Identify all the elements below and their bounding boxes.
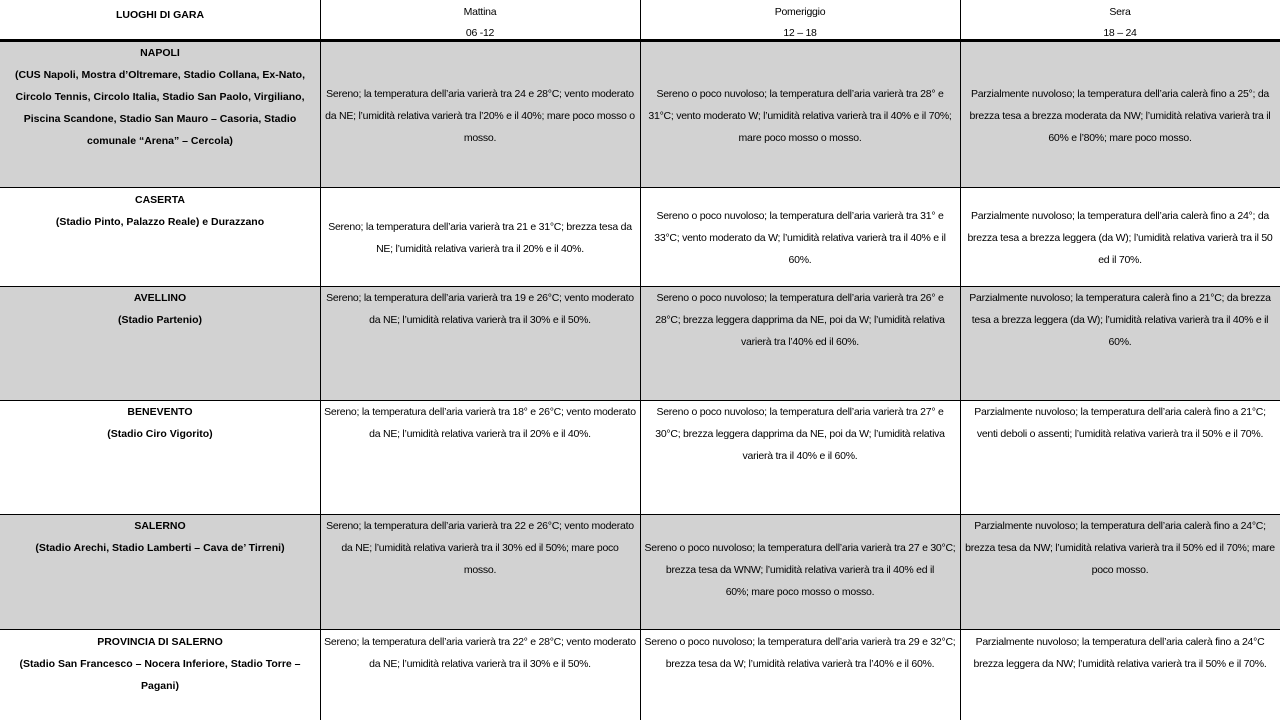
- afternoon-forecast: [640, 630, 960, 720]
- location-cell: [0, 286, 320, 400]
- forecast-text: Sereno; la temperatura dell’aria varierà tra 22° e 28°C; vento moderato da NE; l’umidità relativa varierà tra il 30% e il 50%.: [324, 636, 636, 670]
- location-cell: [0, 188, 320, 286]
- evening-forecast: [960, 630, 1280, 720]
- location-name: BENEVENTO: [127, 406, 193, 418]
- location-cell: [0, 42, 320, 188]
- morning-forecast: [320, 514, 640, 630]
- location-name: SALERNO: [134, 520, 186, 532]
- evening-forecast: [960, 188, 1280, 286]
- evening-forecast: [960, 514, 1280, 630]
- location-sites: (Stadio Ciro Vigorito): [107, 428, 213, 440]
- location-sites: (Stadio Arechi, Stadio Lamberti – Cava de’ Tirreni): [35, 542, 285, 554]
- forecast-text: Sereno; la temperatura dell’aria varierà tra 18° e 26°C; vento moderato da NE; l’umidità relativa varierà tra il 20% e il 40%.: [324, 406, 636, 440]
- forecast-text: Sereno o poco nuvoloso; la temperatura dell’aria varierà tra 28° e 31°C; vento moderato W; l’umidità relativa varierà tra il 40% e il 70%; mare poco mosso o mosso.: [648, 87, 952, 144]
- forecast-text: Sereno o poco nuvoloso; la temperatura dell’aria varierà tra 27 e 30°C; brezza tesa da WNW; l’umidità relativa varierà tra il 40% ed il 60%; mare poco mosso o mosso.: [644, 542, 956, 598]
- location-cell: [0, 630, 320, 720]
- header-locations: [0, 0, 320, 41]
- afternoon-forecast: [640, 514, 960, 630]
- header-morning-time: 06 -12: [465, 27, 495, 39]
- location-sites: (Stadio San Francesco – Nocera Inferiore, Stadio Torre – Pagani): [19, 658, 301, 692]
- forecast-text: Sereno o poco nuvoloso; la temperatura dell’aria varierà tra 26° e 28°C; brezza leggera dapprima da NE, poi da W; l’umidità relativa varierà tra l’40% ed il 60%.: [655, 292, 945, 348]
- header-locations-label: LUOGHI DI GARA: [115, 9, 205, 21]
- header-evening-time: 18 – 24: [1103, 27, 1137, 39]
- afternoon-forecast: [640, 286, 960, 400]
- afternoon-forecast: [640, 188, 960, 286]
- afternoon-forecast: [640, 400, 960, 514]
- forecast-text: Sereno; la temperatura dell’aria varierà tra 21 e 31°C; brezza tesa da NE; l’umidità relativa varierà tra il 20% e il 40%.: [328, 220, 632, 255]
- header-morning: [320, 0, 640, 41]
- afternoon-forecast: [640, 42, 960, 188]
- morning-forecast: [320, 42, 640, 188]
- morning-forecast: [320, 286, 640, 400]
- forecast-text: Sereno; la temperatura dell’aria varierà tra 22 e 26°C; vento moderato da NE; l’umidità relativa varierà tra il 30% ed il 50%; mare poco mosso.: [326, 520, 634, 576]
- header-morning-title: Mattina: [463, 6, 497, 18]
- location-name: AVELLINO: [133, 292, 187, 304]
- location-name: CASERTA: [135, 194, 185, 206]
- header-afternoon-time: 12 – 18: [783, 27, 817, 39]
- forecast-text: Sereno o poco nuvoloso; la temperatura dell’aria varierà tra 29 e 32°C; brezza tesa da W; l’umidità relativa varierà tra l’40% e il 60%.: [644, 636, 956, 670]
- morning-forecast: [320, 630, 640, 720]
- forecast-text: Parzialmente nuvoloso; la temperatura dell’aria calerà fino a 25°; da brezza tesa a brezza moderata da NW; l’umidità relativa varierà tra il 60% e l’80%; mare poco mosso.: [969, 87, 1271, 144]
- forecast-text: Parzialmente nuvoloso; la temperatura dell’aria calerà fino a 24°C; brezza tesa da NW; l’umidità relativa varierà tra il 50% ed il 70%; mare poco mosso.: [965, 520, 1275, 576]
- location-cell: [0, 400, 320, 514]
- forecast-text: Sereno; la temperatura dell’aria varierà tra 19 e 26°C; vento moderato da NE; l’umidità relativa varierà tra il 30% e il 50%.: [326, 292, 634, 326]
- evening-forecast: [960, 400, 1280, 514]
- evening-forecast: [960, 42, 1280, 188]
- morning-forecast: [320, 188, 640, 286]
- header-afternoon-title: Pomeriggio: [774, 6, 826, 18]
- location-name: NAPOLI: [140, 47, 180, 59]
- evening-forecast: [960, 286, 1280, 400]
- morning-forecast: [320, 400, 640, 514]
- location-sites: (CUS Napoli, Mostra d’Oltremare, Stadio Collana, Ex-Nato, Circolo Tennis, Circolo Italia, Stadio San Paolo, Virgiliano, Piscina Scandone, Stadio San Mauro – Casoria, Stadio comunale “Arena” – Cercola): [15, 69, 305, 147]
- forecast-text: Parzialmente nuvoloso; la temperatura dell’aria calerà fino a 21°C; venti deboli o assenti; l’umidità relativa varierà tra il 50% e il 70%.: [974, 406, 1266, 440]
- forecast-text: Parzialmente nuvoloso; la temperatura calerà fino a 21°C; da brezza tesa a brezza leggera (da W); l’umidità relativa varierà tra il 40% e il 60%.: [969, 292, 1271, 348]
- location-name: PROVINCIA DI SALERNO: [97, 636, 223, 648]
- forecast-text: Sereno o poco nuvoloso; la temperatura dell’aria varierà tra 31° e 33°C; vento moderato da W; l’umidità relativa varierà tra il 40% e il 60%.: [654, 209, 946, 266]
- column-divider: [640, 0, 641, 720]
- column-divider: [320, 0, 321, 720]
- location-sites: (Stadio Partenio): [117, 314, 202, 326]
- location-sites: (Stadio Pinto, Palazzo Reale) e Durazzano: [55, 216, 265, 228]
- forecast-text: Sereno; la temperatura dell’aria varierà tra 24 e 28°C; vento moderato da NE; l’umidità relativa varierà tra l’20% e il 40%; mare poco mosso o mosso.: [325, 87, 635, 144]
- forecast-text: Sereno o poco nuvoloso; la temperatura dell’aria varierà tra 27° e 30°C; brezza leggera dapprima da NE, poi da W; l’umidità relativa varierà tra il 40% e il 60%.: [655, 406, 945, 462]
- forecast-text: Parzialmente nuvoloso; la temperatura dell’aria calerà fino a 24°; da brezza tesa a brezza leggera (da W); l’umidità relativa varierà tra il 50 ed il 70%.: [967, 209, 1273, 266]
- location-cell: [0, 514, 320, 630]
- header-evening: [960, 0, 1280, 41]
- header-afternoon: [640, 0, 960, 41]
- forecast-text: Parzialmente nuvoloso; la temperatura dell’aria calerà fino a 24°C brezza leggera da NW; l’umidità relativa varierà tra il 50% e il 70%.: [973, 636, 1267, 670]
- column-divider: [960, 0, 961, 720]
- header-evening-title: Sera: [1109, 6, 1131, 18]
